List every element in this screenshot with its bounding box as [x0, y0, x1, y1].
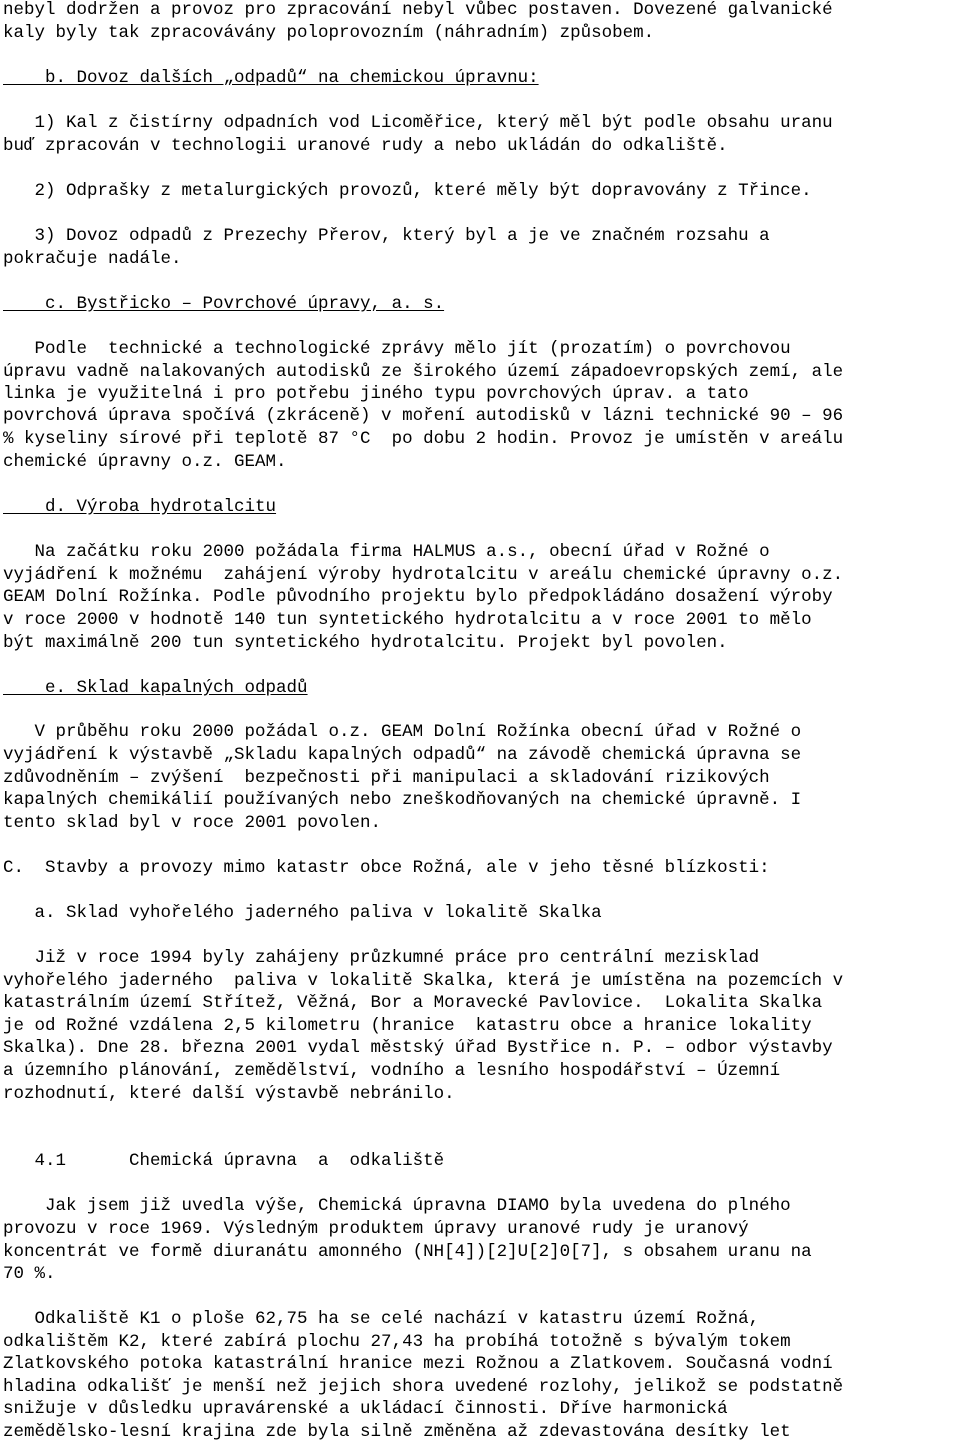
text-line: linka je využitelná i pro potřebu jiného typu povrchových úprav. a tato [3, 384, 749, 404]
text-line: chemické úpravny o.z. GEAM. [3, 452, 287, 472]
section-heading: d. Výroba hydrotalcitu [3, 497, 277, 517]
text-line: Skalka). Dne 28. března 2001 vydal městský úřad Bystřice n. P. – odbor výstavby [3, 1038, 833, 1058]
text-line: % kyseliny sírové při teplotě 87 °C po dobu 2 hodin. Provoz je umístěn v areálu [3, 429, 844, 449]
text-line: kapalných chemikálií používaných nebo zneškodňovaných na chemické úpravně. I [3, 790, 802, 810]
text-line: snižuje v důsledku upravárenské a ukládací činnosti. Dříve harmonická [3, 1399, 728, 1419]
text-line: Jak jsem již uvedla výše, Chemická úpravna DIAMO byla uvedena do plného [3, 1196, 791, 1216]
text-line: je od Rožné vzdálena 2,5 kilometru (hranice katastru obce a hranice lokality [3, 1016, 812, 1036]
text-line: buď zpracován v technologii uranové rudy a nebo ukládán do odkaliště. [3, 136, 728, 156]
section-heading: c. Bystřicko – Povrchové úpravy, a. s. [3, 294, 445, 314]
text-line: kaly byly tak zpracovávány poloprovozním (náhradním) způsobem. [3, 23, 655, 43]
text-line: vyjádření k výstavbě „Skladu kapalných odpadů“ na závodě chemická úpravna se [3, 745, 802, 765]
text-line: Odkaliště K1 o ploše 62,75 ha se celé nachází v katastru území Rožná, [3, 1309, 760, 1329]
text-line: katastrálním území Střítež, Věžná, Bor a Moravecké Pavlovice. Lokalita Skalka [3, 993, 823, 1013]
text-line: úpravu vadně nalakovaných autodisků ze širokého území západoevropských zemí, ale [3, 362, 844, 382]
text-line: Zlatkovského potoka katastrální hranice mezi Rožnou a Zlatkovem. Současná vodní [3, 1354, 833, 1374]
chapter-heading: 4.1 Chemická úpravna a odkaliště [3, 1151, 445, 1171]
text-line: pokračuje nadále. [3, 249, 182, 269]
text-line: V průběhu roku 2000 požádal o.z. GEAM Dolní Rožínka obecní úřad v Rožné o [3, 722, 802, 742]
subsection-heading: a. Sklad vyhořelého jaderného paliva v lokalitě Skalka [3, 903, 602, 923]
text-line: provozu v roce 1969. Výsledným produktem úpravy uranové rudy je uranový [3, 1219, 749, 1239]
text-line: 70 %. [3, 1264, 56, 1284]
text-line: rozhodnutí, které další výstavbě nebránilo. [3, 1084, 455, 1104]
text-line: v roce 2000 v hodnotě 140 tun syntetického hydrotalcitu a v roce 2001 to mělo [3, 610, 812, 630]
text-line: povrchová úprava spočívá (zkráceně) v moření autodisků v lázni technické 90 – 96 [3, 406, 844, 426]
text-line: 2) Odprašky z metalurgických provozů, které měly být dopravovány z Třince. [3, 181, 812, 201]
text-line: Na začátku roku 2000 požádala firma HALMUS a.s., obecní úřad v Rožné o [3, 542, 770, 562]
text-line: být maximálně 200 tun syntetického hydrotalcitu. Projekt byl povolen. [3, 633, 728, 653]
text-line: vyhořelého jaderného paliva v lokalitě Skalka, která je umístěna na pozemcích v [3, 971, 844, 991]
text-line: tento sklad byl v roce 2001 povolen. [3, 813, 382, 833]
section-heading: b. Dovoz dalších „odpadů“ na chemickou úpravnu: [3, 68, 539, 88]
text-line: odkalištěm K2, které zabírá plochu 27,43 ha probíhá totožně s bývalým tokem [3, 1332, 791, 1352]
text-line: nebyl dodržen a provoz pro zpracování nebyl vůbec postaven. Dovezené galvanické [3, 0, 833, 20]
text-line: GEAM Dolní Rožínka. Podle původního projektu bylo předpokládáno dosažení výroby [3, 587, 833, 607]
text-line: hladina odkališť je menší než jejich shora uvedené rozlohy, jelikož se podstatně [3, 1377, 844, 1397]
section-heading: C. Stavby a provozy mimo katastr obce Rožná, ale v jeho těsné blízkosti: [3, 858, 770, 878]
text-line: zdůvodněním – zvýšení bezpečnosti při manipulaci a skladování rizikových [3, 768, 770, 788]
text-line: vyjádření k možnému zahájení výroby hydrotalcitu v areálu chemické úpravny o.z. [3, 565, 844, 585]
text-line: 3) Dovoz odpadů z Prezechy Přerov, který byl a je ve značném rozsahu a [3, 226, 770, 246]
text-line: zemědělsko-lesní krajina zde byla silně změněna až zdevastována desítky let [3, 1422, 791, 1442]
text-line: Již v roce 1994 byly zahájeny průzkumné práce pro centrální mezisklad [3, 948, 760, 968]
section-heading: e. Sklad kapalných odpadů [3, 678, 308, 698]
text-line: 1) Kal z čistírny odpadních vod Licoměřice, který měl být podle obsahu uranu [3, 113, 833, 133]
text-line: koncentrát ve formě diuranátu amonného (NH[4])[2]U[2]0[7], s obsahem uranu na [3, 1242, 812, 1262]
text-line: Podle technické a technologické zprávy mělo jít (prozatím) o povrchovou [3, 339, 791, 359]
text-line: a územního plánování, zemědělství, vodního a lesního hospodářství – Územní [3, 1061, 781, 1081]
